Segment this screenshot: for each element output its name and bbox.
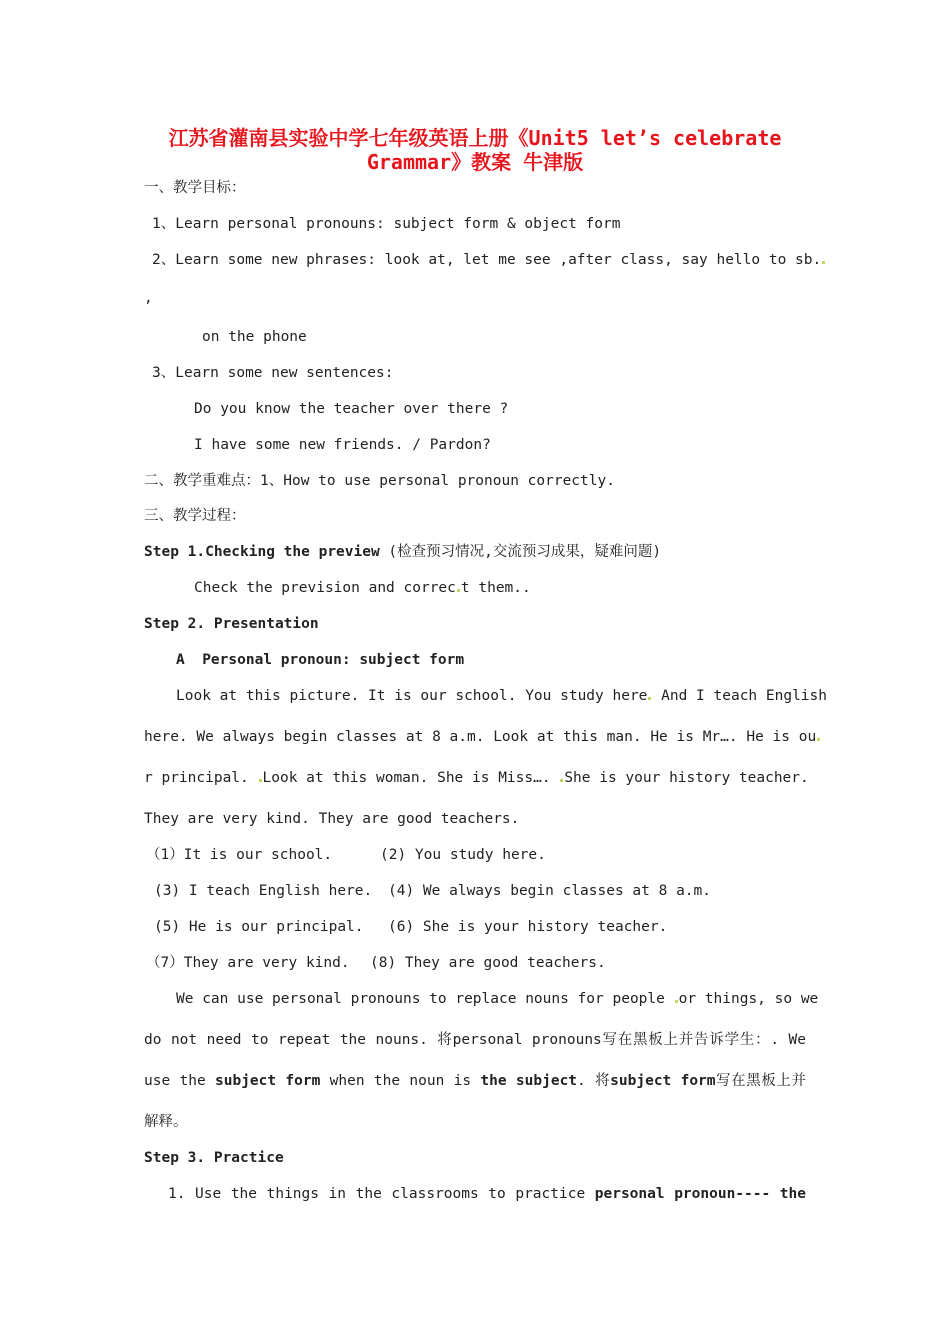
document-title-line-1: 江苏省灌南县实验中学七年级英语上册《Unit5 let’s celebrate [168,126,782,150]
step-1-line [194,578,531,598]
step-1-heading [144,542,661,562]
paragraph-1-line-2 [144,727,817,747]
objective-item-2-continued: on the phone [202,329,307,345]
paragraph-1-line-3-a: r principal. [144,770,258,786]
paragraph-2-line-3-g: 写在黑板上并 [715,1073,807,1089]
sentence-5: (5) He is our principal. [154,919,364,935]
sentence-3: (3) I teach English here. [154,883,373,899]
objective-item-2 [152,250,826,270]
paragraph-2-line-3 [144,1071,806,1091]
paragraph-2-line-3-f: subject form [610,1073,716,1089]
step-1-note: (检查预习情况,交流预习成果，疑难问题) [379,544,662,560]
process-heading: 三、教学过程： [144,508,246,524]
edit-mark [817,738,820,741]
paragraph-2-line-3-e: . 将 [577,1073,611,1089]
paragraph-2-line-3-b: subject form [215,1073,321,1089]
paragraph-1-line-1-b: And I teach English [652,688,828,704]
sentence-6: (6) She is your history teacher. [388,919,668,935]
step-3-line-1-a: 1. Use the things in the classrooms to practice [168,1186,595,1202]
paragraph-2-line-3-d: the subject [480,1073,578,1089]
sentence-8: (8) They are good teachers. [370,955,606,971]
sentence-7: （7）They are very kind. [146,955,350,971]
step-2-heading: Step 2. Presentation [144,616,319,632]
objective-item-2-text: 2、Learn some new phrases: look at, let me see ,after class, say hello to sb. [152,252,822,268]
sentence-1: （1）It is our school. [146,847,333,863]
paragraph-2-line-2: do not need to repeat the nouns. 将personal pronouns写在黑板上并告诉学生：. We [144,1032,806,1048]
sentence-4: (4) We always begin classes at 8 a.m. [388,883,712,899]
step-1-line-a: Check the prevision and correc [194,580,456,596]
edit-mark [560,779,563,782]
paragraph-2-line-3-a: use the [144,1073,216,1089]
paragraph-2-line-3-c: when the noun is [320,1073,481,1089]
edit-mark [675,1000,678,1003]
paragraph-1-line-3-b: Look at this woman. She is Miss…. [262,770,560,786]
example-sentence-1: Do you know the teacher over there ? [194,401,509,417]
step-3-line-1 [168,1184,806,1204]
paragraph-1-line-2-a: here. We always begin classes at 8 a.m. Look at this man. He is Mr…. He is ou [144,729,817,745]
paragraph-1-line-4: They are very kind. They are good teachers. [144,811,520,827]
edit-mark [822,261,825,264]
document-title-line-2: Grammar》教案 牛津版 [366,150,584,174]
step-3-line-1-b: personal pronoun---- the [594,1186,806,1202]
step-2-subheading-a: A Personal pronoun: subject form [176,652,465,668]
paragraph-2-line-1 [176,989,819,1009]
step-1-line-b: t them.. [460,580,531,596]
paragraph-2-line-4: 解释。 [144,1114,188,1130]
paragraph-1-line-1-a: Look at this picture. It is our school. You study here [176,688,648,704]
objectives-heading: 一、教学目标： [144,180,246,196]
paragraph-1-line-3-c: She is your history teacher. [564,770,809,786]
edit-mark [259,779,262,782]
step-3-heading: Step 3. Practice [144,1150,284,1166]
paragraph-2-line-1-a: We can use personal pronouns to replace nouns for people [176,991,674,1007]
paragraph-2-line-1-b: or things, so we [678,991,819,1007]
key-points: 二、教学重难点：1、How to use personal pronoun correctly. [144,473,615,489]
sentence-2: (2) You study here. [380,847,546,863]
objective-item-1: 1、Learn personal pronouns: subject form & object form [152,216,621,232]
edit-mark [648,697,651,700]
step-1-label: Step 1.Checking the preview [144,544,380,560]
objective-item-2-comma: , [144,290,153,306]
example-sentence-2: I have some new friends. / Pardon? [194,437,491,453]
paragraph-1-line-1 [176,686,828,706]
edit-mark [457,589,460,592]
objective-item-3: 3、Learn some new sentences: [152,365,394,381]
paragraph-1-line-3 [144,768,809,788]
